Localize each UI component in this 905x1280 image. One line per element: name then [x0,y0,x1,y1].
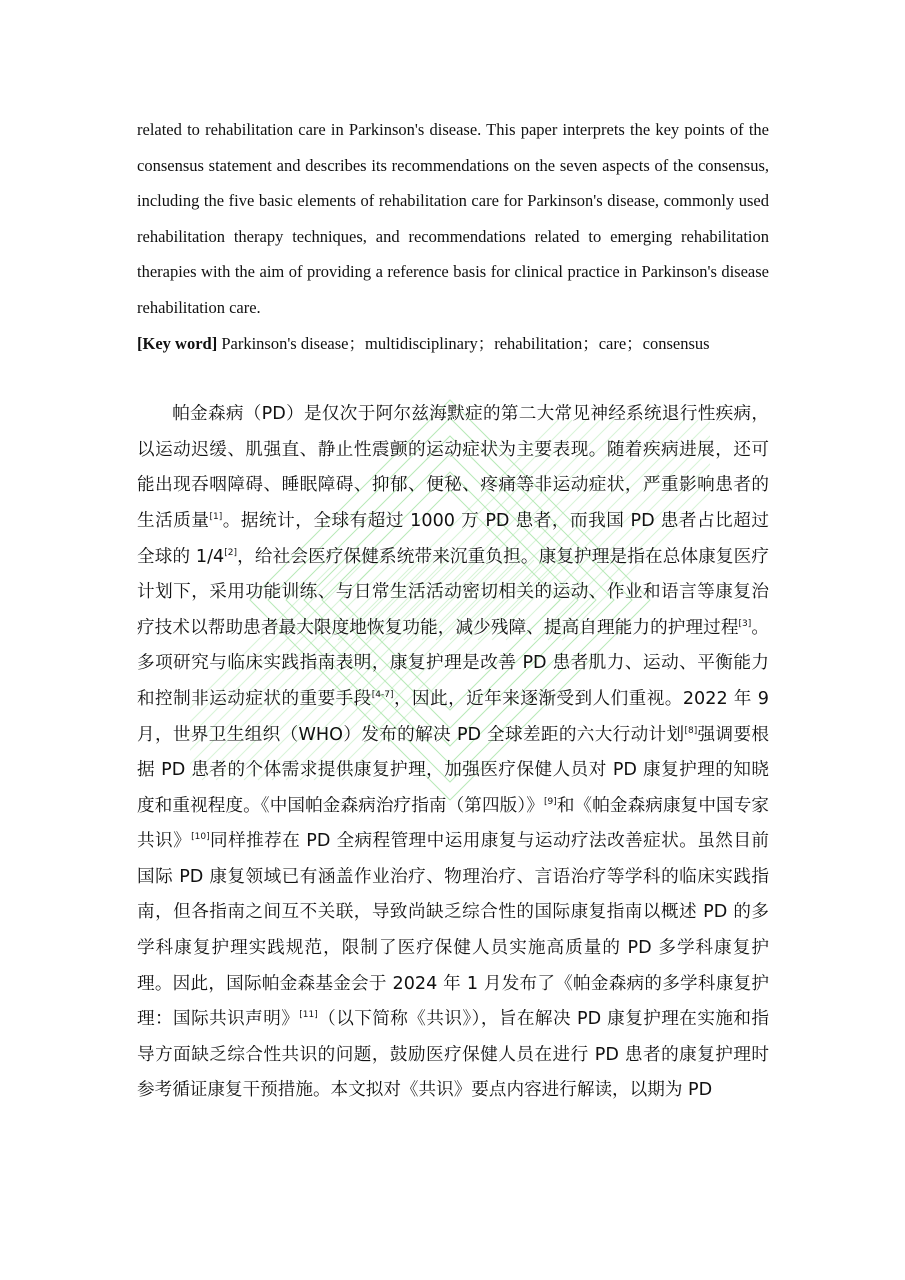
citation-superscript: [4-7] [371,690,394,701]
keywords-line [137,326,769,362]
body-text-run: 强调要根据 PD 患者的个体需求提供康复护理，加强医疗保健人员对 PD 康复护理的知晓度和重视程度。《中国帕金森病治疗指南（第四版）》 [137,724,770,816]
body-text-run: 同样推荐在 PD 全病程管理中运用康复与运动疗法改善症状。虽然目前国际 PD 康复领域已有涵盖作业治疗、物理治疗、言语治疗等学科的临床实践指南，但各指南之间互不关联，导致尚缺乏综合性的国际康复指南以概述 PD 的多学科康复护理实践规范，限制了医疗保健人员实施高质量的 PD 多学科康复护理。因此，国际帕金森基金会于 2024 年 1 月发布了《帕金森病的多学科康复护理：国际共识声明》 [137,831,769,1030]
body-text-run: ，因此，近年来逐渐受到人们重视。2022 年 9 月，世界卫生组织（WHO）发布的解决 PD 全球差距的六大行动计划 [137,688,769,745]
citation-superscript: [3] [738,618,752,629]
citation-superscript: [1] [209,512,223,523]
body-text-run: 帕金森病（PD）是仅次于阿尔兹海默症的第二大常见神经系统退行性疾病，以运动迟缓、肌强直、静止性震颤的运动症状为主要表现。随着疾病进展，还可能出现吞咽障碍、睡眠障碍、抑郁、便秘、疼痛等非运动症状，严重影响患者的生活质量 [137,404,769,531]
keywords-text: Parkinson's disease；multidisciplinary；rehabilitation；care；consensus [217,333,710,353]
body-text-run: 。据统计，全球有超过 1000 万 PD 患者，而我国 PD 患者占比超过全球的 1/4 [137,510,769,567]
body-text-run: 和《帕金森病康复中国专家共识》 [137,795,769,852]
chinese-body-paragraph [137,397,769,1109]
citation-superscript: [11] [299,1010,318,1021]
body-text-run: ，给社会医疗保健系统带来沉重负担。康复护理是指在总体康复医疗计划下，采用功能训练、与日常生活活动密切相关的运动、作业和语言等康复治疗技术以帮助患者最大限度地恢复功能，减少残障、提高自理能力的护理过程 [137,546,769,638]
body-text-run: （以下简称《共识》），旨在解决 PD 康复护理在实施和指导方面缺乏综合性共识的问题，鼓励医疗保健人员在进行 PD 患者的康复护理时参考循证康复干预措施。本文拟对《共识》要点内容进行解读，以期为 PD [137,1009,769,1101]
body-text-run: 。多项研究与临床实践指南表明，康复护理是改善 PD 患者肌力、运动、平衡能力和控制非运动症状的重要手段 [137,617,769,709]
english-abstract-paragraph: related to rehabilitation care in Parkinson's disease. This paper interprets the key points of the consensus statement and describes its recommendations on the seven aspects of the consensus, including the five basic elements of rehabilitation care for Parkinson's disease, commonly used rehabilitation therapy techniques, and recommendations related to emerging rehabilitation therapies with the aim of providing a reference basis for clinical practice in Parkinson's disease rehabilitation care. [137,120,769,317]
citation-superscript: [9] [543,796,557,807]
page-content [137,112,769,1109]
citation-superscript: [10] [191,832,210,843]
keywords-label: [Key word] [137,333,218,353]
citation-superscript: [2] [224,547,237,558]
citation-superscript: [8] [684,725,698,736]
